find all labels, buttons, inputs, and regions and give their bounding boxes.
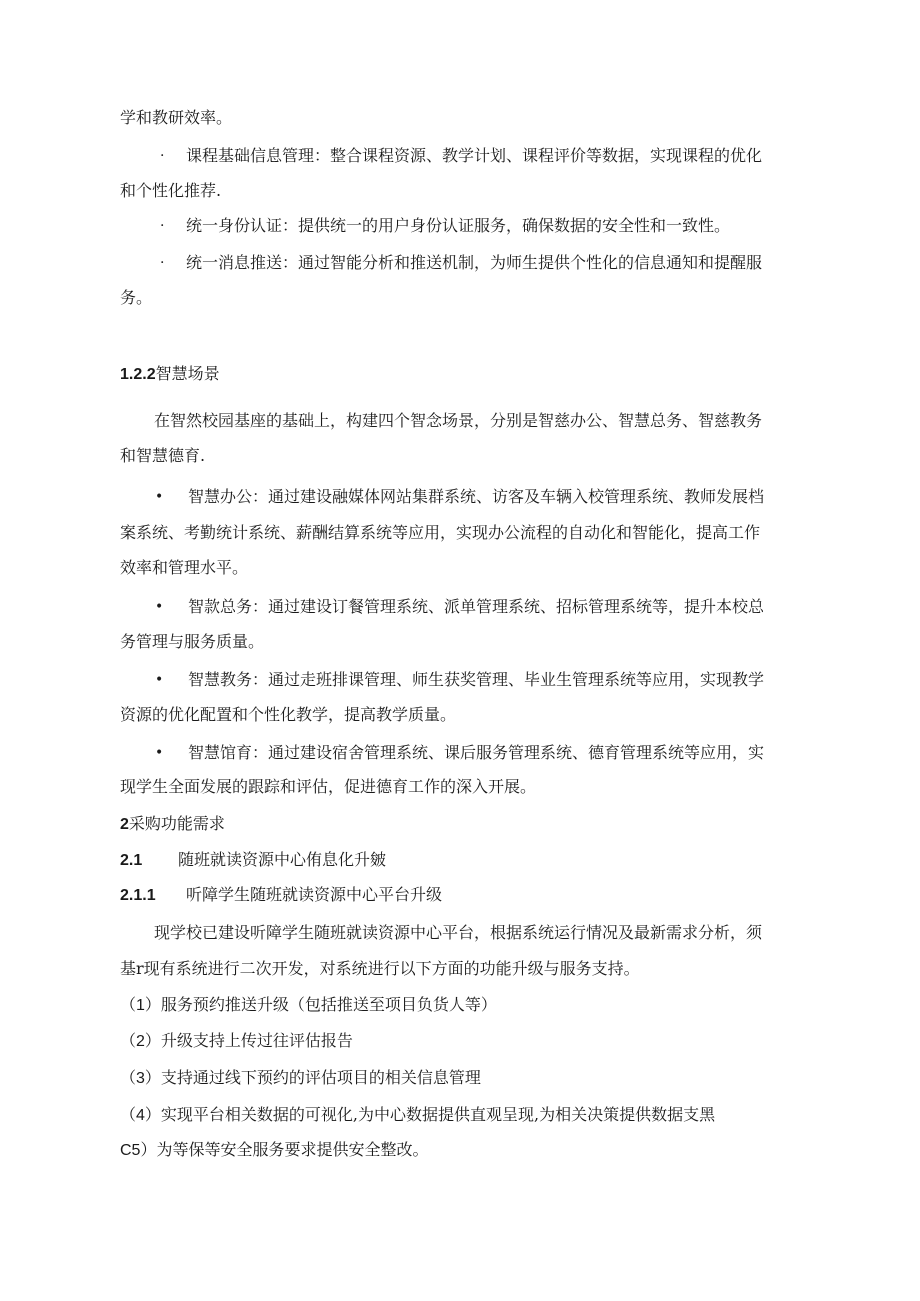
- bullet-text: 智慧教务：通过走班排课管理、师生获奖管理、毕业生管理系统等应用，实现教学: [188, 670, 765, 689]
- numbered-item: [120, 1104, 715, 1127]
- bullet-text: 务。: [120, 288, 153, 307]
- bullet-marker: ·: [160, 218, 165, 234]
- heading-title: 随班就读资源中心侑息化升皴: [178, 850, 387, 869]
- item-marker: （1）: [120, 997, 161, 1014]
- heading-number: 2.1: [120, 852, 143, 869]
- bullet-text: 现学生全面发展的跟踪和评估，促进德育工作的深入开展。: [120, 777, 537, 796]
- section-heading-2: [120, 813, 225, 836]
- numbered-item: [120, 1067, 481, 1090]
- heading-title: 听障学生随班就读资源中心平台升级: [186, 885, 443, 904]
- numbered-item: [120, 1139, 428, 1162]
- paragraph-line: 基r现有系统进行二次开发，对系统进行以下方面的功能升级与服务支持。: [120, 959, 640, 978]
- item-marker: （3）: [120, 1070, 161, 1087]
- bullet-text: 课程基础信息管理：整合课程资源、教学计划、课程评价等数据，实现课程的优化: [186, 146, 763, 165]
- bullet-text: 智款总务：通过建设订餐管理系统、派单管理系统、招标管理系统等，提升本校总: [188, 597, 765, 616]
- item-text: 服务预约推送升级（包括推送至项目负货人等）: [160, 995, 497, 1014]
- bullet-text: 案系统、考勤统计系统、薪酬结算系统等应用，实现办公流程的自动化和智能化，提高工作: [120, 523, 761, 542]
- item-marker: （2）: [120, 1033, 161, 1050]
- numbered-item: [120, 994, 497, 1017]
- paragraph-line: 和智慧德育.: [120, 446, 206, 465]
- bullet-marker: •: [155, 599, 164, 615]
- numbered-item: [120, 1030, 353, 1053]
- bullet-text: 统一消息推送：通过智能分析和推送机制，为师生提供个性化的信息通知和提醒服: [186, 253, 763, 272]
- section-heading-1-2-2: [120, 363, 220, 386]
- heading-title: 智慧场景: [155, 364, 220, 383]
- paragraph-line: 在智然校园基座的基础上，构建四个智念场景，分别是智慈办公、智慧总务、智慈教务: [154, 411, 763, 430]
- item-text: 升级支持上传过往评估报告: [160, 1031, 353, 1050]
- heading-number: 1.2.2: [120, 366, 156, 383]
- paragraph-line: 学和教研效率。: [120, 108, 233, 127]
- section-heading-2-1-1: [120, 884, 442, 907]
- bullet-text: 务管理与服务质量。: [120, 632, 265, 651]
- paragraph-line: 现学校已建设听障学生随班就读资源中心平台，根据系统运行情况及最新需求分析，须: [154, 923, 763, 942]
- bullet-text: 智慧馆育：通过建设宿舍管理系统、课后服务管理系统、德育管理系统等应用，实: [188, 743, 765, 762]
- bullet-text: 统一身份认证：提供统一的用户身份认证服务，确保数据的安全性和一致性。: [186, 216, 731, 235]
- item-text: 支持通过线下预约的评估项目的相关信息管理: [160, 1068, 481, 1087]
- heading-number: 2.1.1: [120, 887, 156, 904]
- bullet-marker: ·: [160, 148, 165, 164]
- item-marker: C5）: [120, 1142, 157, 1159]
- bullet-marker: •: [155, 745, 164, 761]
- bullet-text: 资源的优化配置和个性化教学，提高教学质量。: [120, 705, 457, 724]
- heading-title: 采购功能需求: [128, 814, 225, 833]
- bullet-text: 效率和管理水平。: [120, 558, 249, 577]
- bullet-marker: ·: [160, 255, 165, 271]
- bullet-marker: •: [155, 672, 164, 688]
- bullet-text: 智慧办公：通过建设融媒体网站集群系统、访客及车辆入校管理系统、教师发展档: [188, 487, 765, 506]
- bullet-marker: •: [155, 489, 164, 505]
- heading-number: 2: [120, 816, 129, 833]
- item-text: 为等保等安全服务要求提供安全整改。: [156, 1140, 429, 1159]
- bullet-text: 和个性化推荐.: [120, 181, 222, 200]
- item-text: 实现平台相关数据的可视化,为中心数据提供直观呈现,为相关决策提供数据支黑: [160, 1105, 716, 1124]
- section-heading-2-1: [120, 849, 386, 872]
- item-marker: （4）: [120, 1107, 161, 1124]
